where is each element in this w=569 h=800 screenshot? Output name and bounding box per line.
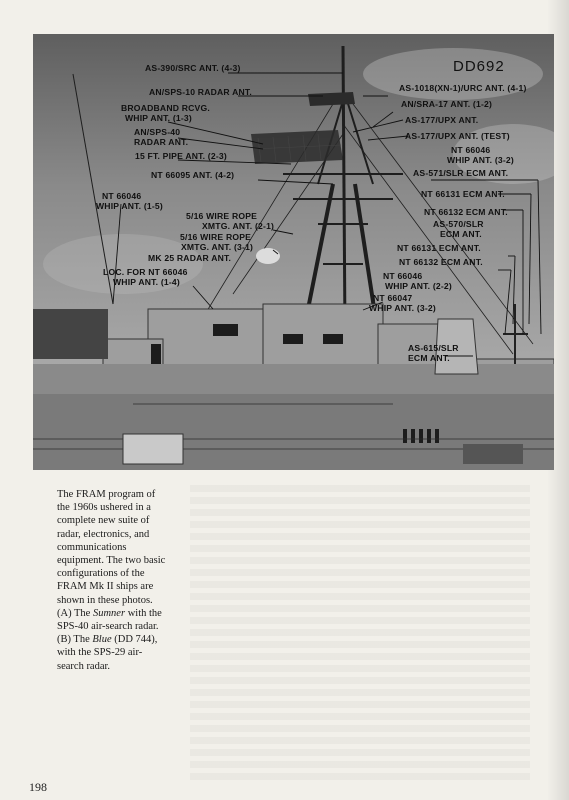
callout-label: AS-615/SLR [408, 343, 459, 353]
callout-label: 5/16 WIRE ROPE [186, 211, 258, 221]
callout-label: AS-177/UPX ANT. [405, 115, 479, 125]
callout-label: NT 66132 ECM ANT. [399, 257, 483, 267]
callout-label: NT 66131 ECM ANT. [397, 243, 481, 253]
ship-photo [33, 34, 554, 470]
callout-label: WHIP ANT. (2-2) [385, 281, 452, 291]
callout-label: MK 25 RADAR ANT. [148, 253, 232, 263]
callout-label: AN/SRA-17 ANT. (1-2) [401, 99, 493, 109]
callout-label: RADAR ANT. [134, 137, 189, 147]
caption-intro: The FRAM program of the 1960s ushered in a complete new suite of radar, electronics, and communications equipment. The two basic configurations of the FRAM Mk II ships are shown in these photos. [57, 489, 166, 606]
callout-label: AN/SPS-40 [134, 127, 181, 137]
callout-label: WHIP ANT. (1-3) [125, 113, 192, 123]
hull-number: DD692 [453, 58, 505, 75]
callout-label: NT 66047 [373, 293, 413, 303]
caption-b-suffix: (DD 744), with the SPS-29 air-search radar. [57, 634, 158, 672]
caption-item-a [57, 607, 167, 633]
ship-name-sumner: Sumner [92, 607, 126, 619]
callout-label: WHIP ANT. (1-5) [96, 201, 163, 211]
callout-label: 15 FT. PIPE ANT. (2-3) [135, 151, 227, 161]
callout-label: WHIP ANT. (1-4) [113, 277, 180, 287]
callout-label: NT 66046 [383, 271, 423, 281]
callout-label: BROADBAND RCVG. [121, 103, 210, 113]
callout-label: AS-570/SLR [433, 219, 484, 229]
callout-label: NT 66095 ANT. (4-2) [151, 170, 235, 180]
caption-a-prefix: (A) The [57, 607, 93, 619]
callout-label: WHIP ANT. (3-2) [447, 155, 514, 165]
callout-label: AS-177/UPX ANT. (TEST) [405, 131, 510, 141]
callout-label: XMTG. ANT. (2-1) [202, 221, 275, 231]
ship-name-blue: Blue [92, 634, 112, 646]
callout-label: NT 66046 [102, 191, 142, 201]
caption-item-b [57, 633, 167, 673]
figure-caption [57, 488, 167, 673]
callout-label: LOC. FOR NT 66046 [103, 267, 188, 277]
callout-label: AS-390/SRC ANT. (4-3) [145, 63, 241, 73]
callout-label: NT 66131 ECM ANT. [421, 189, 505, 199]
callout-label: ECM ANT. [440, 229, 482, 239]
caption-b-prefix: (B) The [57, 634, 93, 646]
callout-label: 5/16 WIRE ROPE [180, 232, 252, 242]
callout-label: AS-571/SLR ECM ANT. [413, 168, 509, 178]
page-number: 198 [29, 780, 47, 794]
callout-label: ECM ANT. [408, 353, 450, 363]
callout-label: WHIP ANT. (3-2) [369, 303, 436, 313]
callout-label: NT 66046 [451, 145, 491, 155]
callout-label: AS-1018(XN-1)/URC ANT. (4-1) [399, 83, 527, 93]
caption-a-suffix: with the SPS-40 air-search radar. [57, 607, 162, 633]
bleed-through-text [190, 485, 530, 785]
callout-label: XMTG. ANT. (3-1) [181, 242, 254, 252]
callout-label: NT 66132 ECM ANT. [424, 207, 508, 217]
callout-label: AN/SPS-10 RADAR ANT. [149, 87, 252, 97]
